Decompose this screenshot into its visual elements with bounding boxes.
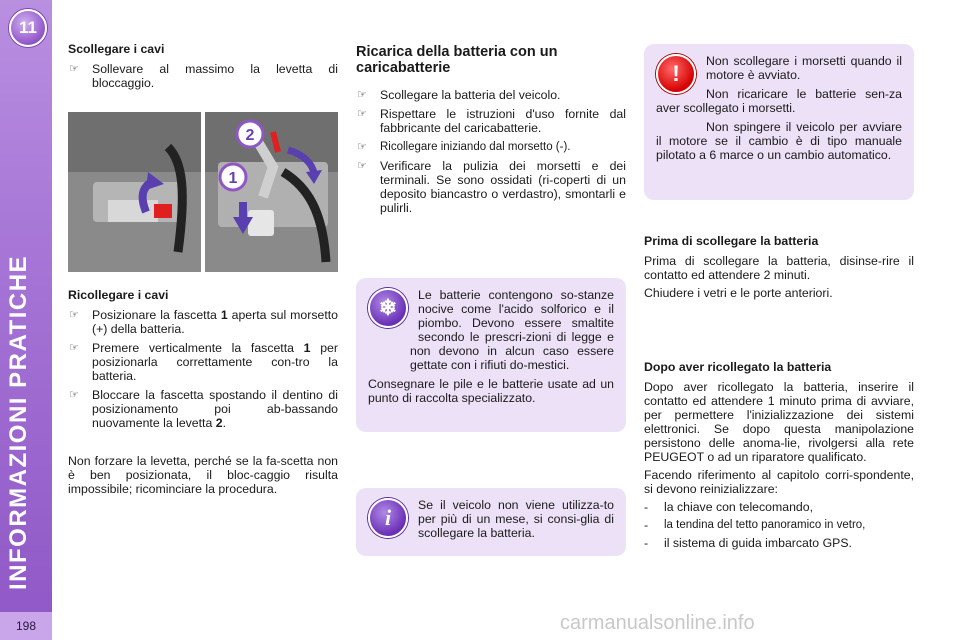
battery-terminal-photo (68, 112, 338, 272)
watermark: carmanualsonline.info (560, 612, 755, 634)
chapter-number: 11 (19, 18, 37, 37)
before-disconnect-section: Prima di scollegare la batteria Prima di scollegare la batteria, disinse-rire il contatto ed attendere 2 minuti. Chiudere i vetri e le porte anteriori. (644, 234, 914, 300)
chapter-sidebar (0, 0, 52, 640)
reconnect-bullet: ☞ Premere verticalmente la fascetta 1 per posizionarla correttamente con-tro la batteria. (69, 341, 338, 383)
charging-bullet: ☞ Ricollegare iniziando dal morsetto (-). (357, 141, 571, 153)
pointer-icon: ☞ (69, 63, 79, 75)
charging-bullet: ☞ Verificare la pulizia dei morsetti e dei terminali. Se sono ossidati (ri-coperti di un deposito biancastro o verdastro), smontarli e pulirli. (357, 159, 626, 215)
chapter-number-badge (9, 9, 47, 47)
charging-bullet: ☞ Scollegare la batteria del veicolo. (357, 88, 561, 102)
reinit-list-item: - il sistema di guida imbarcato GPS. (644, 536, 852, 550)
disconnect-heading: Scollegare i cavi (68, 42, 165, 56)
lever-note: Non forzare la levetta, perché se la fa-scetta non è ben posizionata, il bloc-caggio risulta impossibile; ricominciare la procedura. (68, 454, 338, 496)
reinit-list-item: - la chiave con telecomando, (644, 500, 814, 514)
charging-section (356, 44, 626, 220)
charging-bullet: ☞ Rispettare le istruzioni d'uso fornite dal fabbricante del caricabatterie. (357, 107, 626, 135)
warning-icon: ! (656, 54, 696, 94)
pointer-icon: ☞ (69, 389, 79, 401)
after-reconnect-section: Dopo aver ricollegato la batteria Dopo aver ricollegato la batteria, inserire il contatto ed attendere 1 minuto prima di avviare, per permettere l'inizializzazione dei sistemi elettronici. Se dopo questa manipolazione persistono delle anoma-lie, rivolgersi alla rete PEUGEOT o ad un riparatore qualificato. Facendo riferimento al capitolo corri-spondente, si devono reinizializzare: - la chiave con telecomando, - la tendina del tetto panoramico in vetro, - il sistema di guida imbarcato GPS. (644, 360, 914, 550)
step-2-label: 2 (245, 127, 255, 144)
reconnect-bullet: ☞ Posizionare la fascetta 1 aperta sul morsetto (+) della batteria. (69, 308, 338, 336)
disconnect-section (68, 42, 338, 95)
pointer-icon: ☞ (357, 160, 367, 172)
pointer-icon: ☞ (357, 108, 367, 120)
page-number: 198 (0, 612, 52, 640)
pointer-icon: ☞ (69, 342, 79, 354)
chapter-title: INFORMAZIONI PRATICHE (5, 254, 32, 590)
environment-icon: ❄ (368, 288, 408, 328)
after-reconnect-heading: Dopo aver ricollegato la batteria (644, 360, 832, 374)
step-1-label: 1 (228, 170, 238, 187)
environment-box: ❄ Le batterie contengono so-stanze nocive come l'acido solforico e il piombo. Devono essere smaltite secondo le prescri-zioni di legge e non devono in alcun caso essere gettate con i rifiuti do-mestici. Consegnare le pile e le batterie usate ad un punto di raccolta specializzato. (356, 278, 626, 432)
reinit-list-item: - la tendina del tetto panoramico in vetro, (644, 518, 866, 532)
before-disconnect-heading: Prima di scollegare la batteria (644, 234, 819, 248)
reconnect-bullet: ☞ Bloccare la fascetta spostando il dentino di posizionamento poi ab-bassando nuovamente la levetta 2. (69, 388, 338, 430)
reconnect-heading: Ricollegare i cavi (68, 288, 169, 302)
pointer-icon: ☞ (69, 309, 79, 321)
info-icon: i (368, 498, 408, 538)
battery-terminal-illustration (68, 112, 338, 272)
reconnect-section (68, 288, 338, 500)
pointer-icon: ☞ (357, 141, 367, 153)
info-box: i Se il veicolo non viene utilizza-to per più di un mese, si consi-glia di scollegare la batteria. (356, 488, 626, 556)
warning-box: ! Non scollegare i morsetti quando il motore è avviato. Non ricaricare le batterie sen-za aver scollegato i morsetti. Non spingere il veicolo per avviare il motore se il cambio è di tipo manuale pilotato a 6 marce o un cambio automatico. (644, 44, 914, 200)
pointer-icon: ☞ (357, 89, 367, 101)
disconnect-bullet: ☞ Sollevare al massimo la levetta di bloccaggio. (69, 62, 338, 90)
charging-title: Ricarica della batteria con un caricabatterie (356, 44, 558, 76)
